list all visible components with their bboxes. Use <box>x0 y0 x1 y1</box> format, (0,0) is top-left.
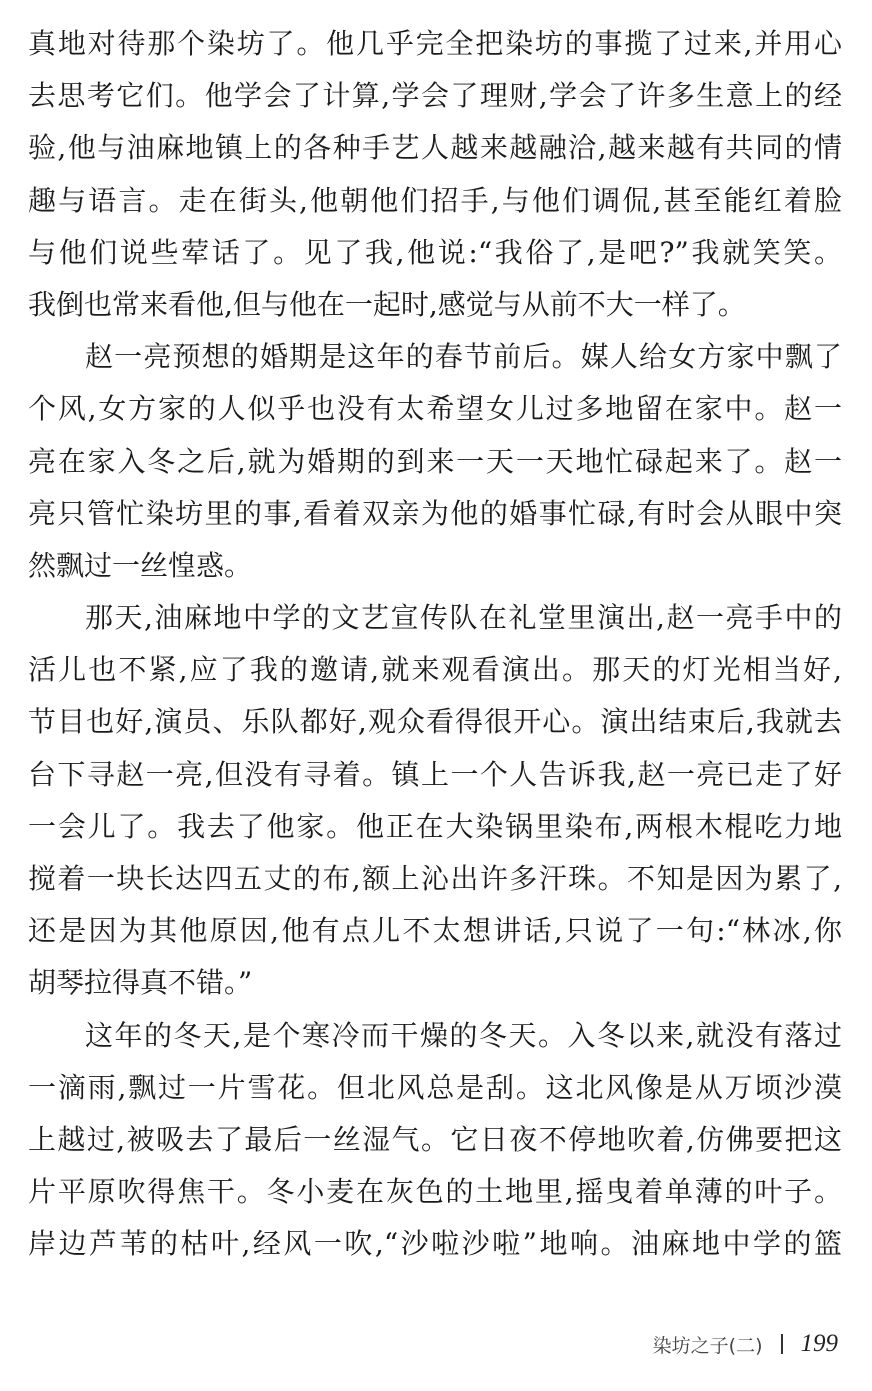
text-line: 台下寻赵一亮,但没有寻着。镇上一个人告诉我,赵一亮已走了好 <box>28 757 842 791</box>
text-line: 亮只管忙染坊里的事,看着双亲为他的婚事忙碌,有时会从眼中突 <box>28 496 842 530</box>
paragraph <box>28 18 842 331</box>
text-line: 这年的冬天,是个寒冷而干燥的冬天。入冬以来,就没有落过 <box>85 1018 842 1052</box>
page-number: 199 <box>800 1330 838 1357</box>
text-line: 岸边芦苇的枯叶,经风一吹,“沙啦沙啦”地响。油麻地中学的篮 <box>28 1227 842 1261</box>
text-line: 一会儿了。我去了他家。他正在大染锅里染布,两根木棍吃力地 <box>28 809 842 843</box>
text-line: 验,他与油麻地镇上的各种手艺人越来越融洽,越来越有共同的情 <box>28 131 842 165</box>
text-line: 真地对待那个染坊了。他几乎完全把染坊的事揽了过来,并用心 <box>28 27 842 60</box>
text-line: 上越过,被吸去了最后一丝湿气。它日夜不停地吹着,仿佛要把这 <box>28 1122 842 1156</box>
text-line: 与他们说些荤话了。见了我,他说:“我俗了,是吧?”我就笑笑。 <box>28 235 842 269</box>
text-line: 趣与语言。走在街头,他朝他们招手,与他们调侃,甚至能红着脸 <box>28 183 842 217</box>
text-line: 我倒也常来看他,但与他在一起时,感觉与从前不大一样了。 <box>28 287 746 321</box>
text-line: 一滴雨,飘过一片雪花。但北风总是刮。这北风像是从万顷沙漠 <box>28 1070 842 1104</box>
footer-divider <box>781 1334 783 1354</box>
text-line: 那天,油麻地中学的文艺宣传队在礼堂里演出,赵一亮手中的 <box>85 601 842 635</box>
text-line: 胡琴拉得真不错。” <box>28 966 253 1000</box>
paragraph <box>28 331 842 592</box>
running-title: 染坊之子(二) <box>652 1334 763 1357</box>
text-line: 然飘过一丝惶惑。 <box>28 548 253 582</box>
text-line: 节目也好,演员、乐队都好,观众看得很开心。演出结束后,我就去 <box>28 705 842 739</box>
text-line: 去思考它们。他学会了计算,学会了理财,学会了许多生意上的经 <box>28 79 842 113</box>
paragraph <box>28 1010 842 1271</box>
text-line: 片平原吹得焦干。冬小麦在灰色的土地里,摇曳着单薄的叶子。 <box>28 1175 842 1209</box>
page-footer <box>653 1330 838 1358</box>
text-line: 亮在家入冬之后,就为婚期的到来一天一天地忙碌起来了。赵一 <box>28 444 842 478</box>
body-text <box>28 18 842 1271</box>
text-line: 活儿也不紧,应了我的邀请,就来观看演出。那天的灯光相当好, <box>28 653 842 687</box>
paragraph <box>28 592 842 1010</box>
text-line: 还是因为其他原因,他有点儿不太想讲话,只说了一句:“林冰,你 <box>28 914 842 948</box>
text-line: 赵一亮预想的婚期是这年的春节前后。媒人给女方家中飘了 <box>85 340 842 374</box>
text-line: 个风,女方家的人似乎也没有太希望女儿过多地留在家中。赵一 <box>28 392 842 426</box>
text-line: 搅着一块长达四五丈的布,额上沁出许多汗珠。不知是因为累了, <box>28 862 842 895</box>
